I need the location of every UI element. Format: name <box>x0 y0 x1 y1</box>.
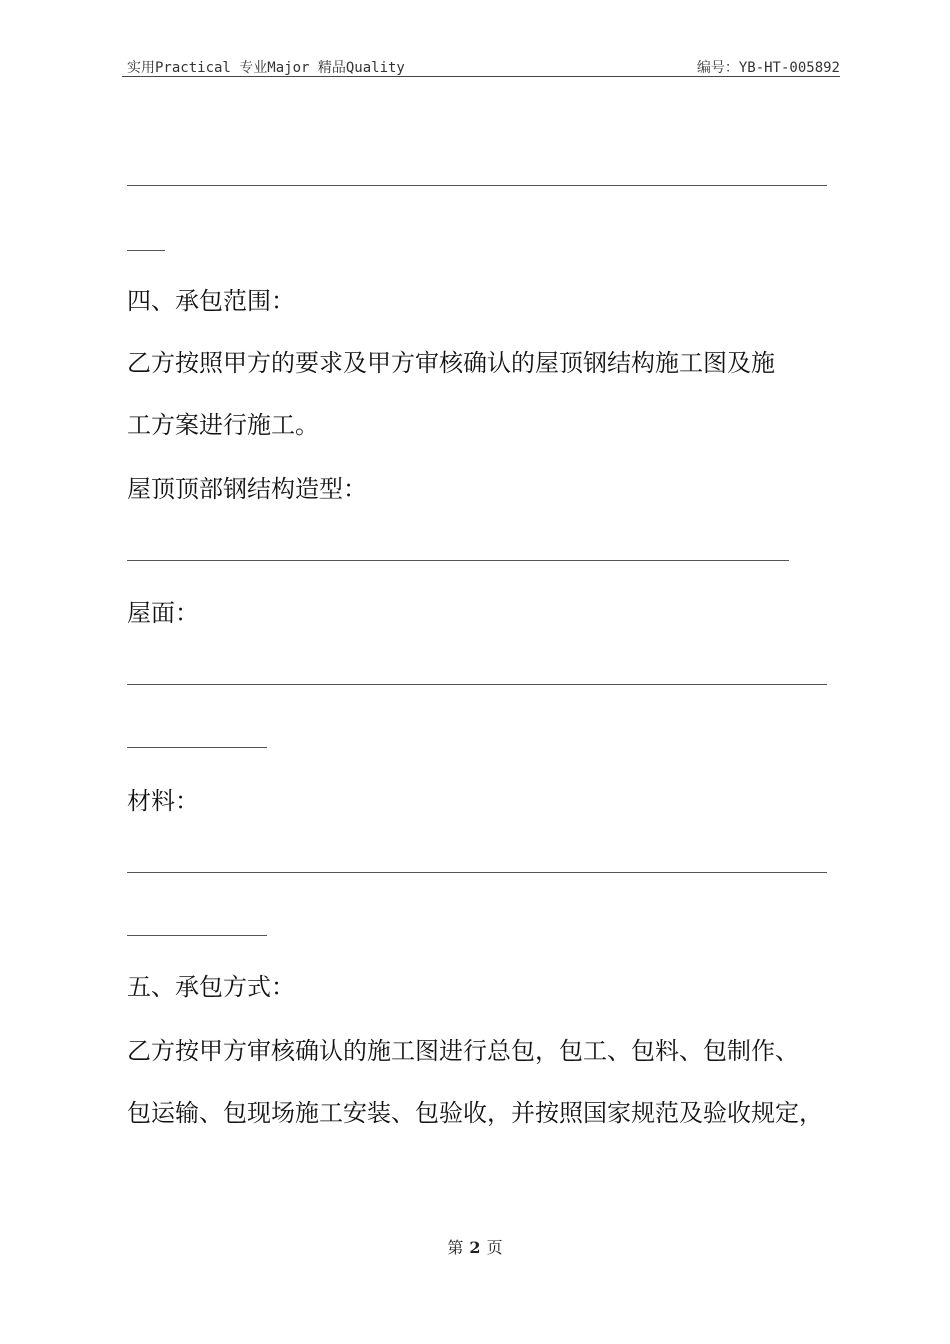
fill-blank-line <box>127 747 267 748</box>
fill-blank-line <box>127 185 827 186</box>
fill-blank-line <box>127 872 827 873</box>
header-left-text: 实用Practical 专业Major 精品Quality <box>127 60 405 76</box>
section-4-heading: 四、承包范围： <box>127 287 295 315</box>
section-4-paragraph-line: 乙方按照甲方的要求及甲方审核确认的屋顶钢结构施工图及施 <box>127 349 775 377</box>
section-4-paragraph-line: 工方案进行施工。 <box>127 411 319 439</box>
page-number-prefix: 第 <box>447 1238 464 1257</box>
fill-blank-line <box>127 250 165 251</box>
header-divider <box>122 76 840 77</box>
roof-top-structure-label: 屋顶顶部钢结构造型： <box>127 475 367 503</box>
document-number: 编号：YB-HT-005892 <box>696 60 840 76</box>
fill-blank-line <box>127 560 789 561</box>
roof-label: 屋面： <box>127 599 199 627</box>
section-5-heading: 五、承包方式： <box>127 973 295 1001</box>
page-number: 2 <box>469 1238 481 1257</box>
fill-blank-line <box>127 684 827 685</box>
section-5-paragraph-line: 包运输、包现场施工安装、包验收，并按照国家规范及验收规定， <box>127 1099 823 1127</box>
material-label: 材料： <box>127 787 199 815</box>
page-number-suffix: 页 <box>486 1238 503 1257</box>
fill-blank-line <box>127 935 267 936</box>
section-5-paragraph-line: 乙方按甲方审核确认的施工图进行总包，包工、包料、包制作、 <box>127 1037 799 1065</box>
page-footer <box>0 1235 950 1258</box>
